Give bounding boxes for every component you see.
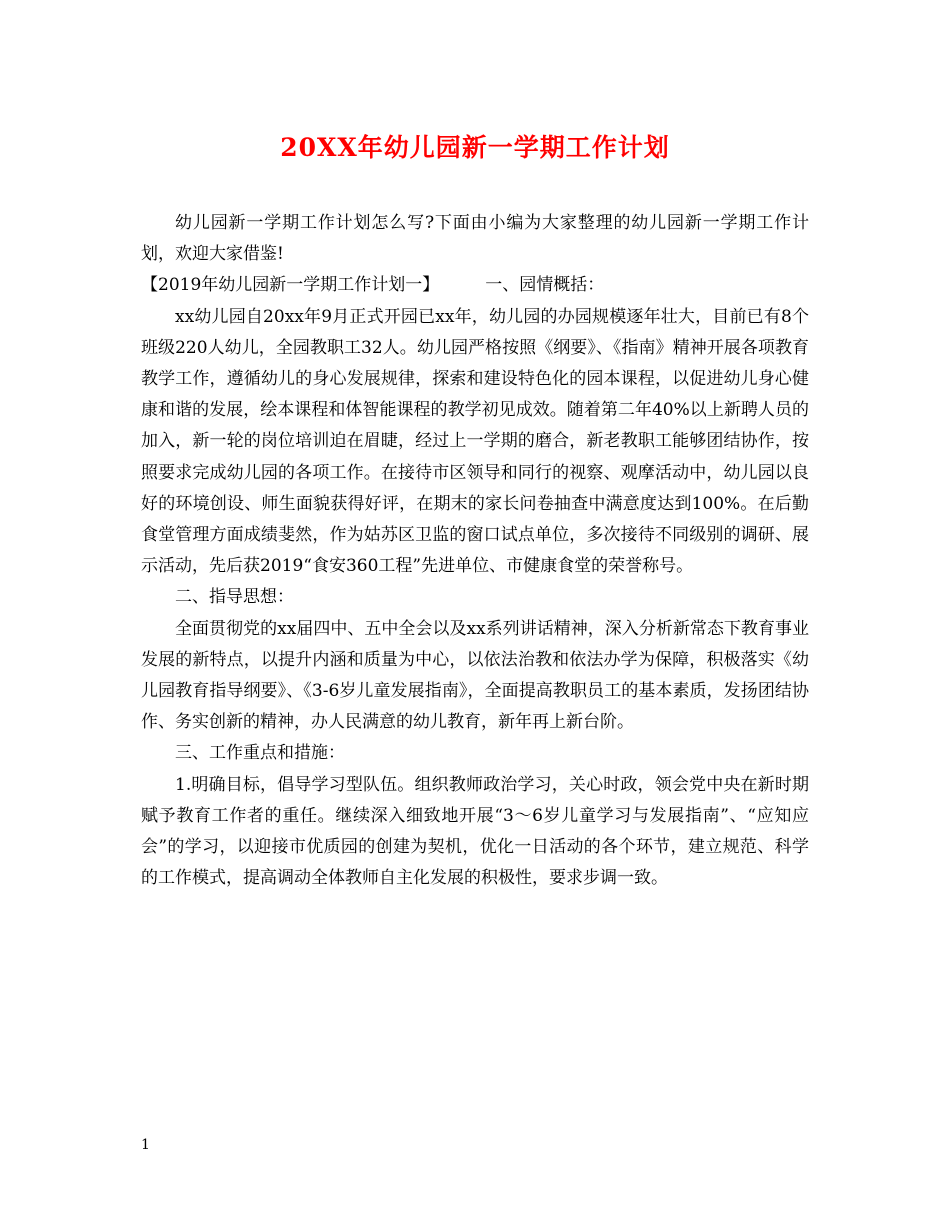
section2-paragraph: 全面贯彻党的xx届四中、五中全会以及xx系列讲话精神，深入分析新常态下教育事业发展的新特点，以提升内涵和质量为中心，以依法治教和依法办学为保障，积极落实《幼儿园教育指导纲要》、《3-6岁儿童发展指南》，全面提高教职员工的基本素质，发扬团结协作、务实创新的精神，办人民满意的幼儿教育，新年再上新台阶。 [141,618,809,733]
section2-heading: 二、指导思想： [175,587,294,608]
subtitle-line [141,270,809,301]
section1-paragraph: xx幼儿园自20xx年9月正式开园已xx年，幼儿园的办园规模逐年壮大，目前已有8个班级220人幼儿，全园教职工32人。幼儿园严格按照《纲要》、《指南》精神开展各项教育教学工作，遵循幼儿的身心发展规律，探索和建设特色化的园本课程，以促进幼儿身心健康和谐的发展，绘本课程和体智能课程的教学初见成效。随着第二年40%以上新聘人员的加入，新一轮的岗位培训迫在眉睫，经过上一学期的磨合，新老教职工能够团结协作，按照要求完成幼儿园的各项工作。在接待市区领导和同行的视察、观摩活动中，幼儿园以良好的环境创设、师生面貌获得好评，在期末的家长问卷抽查中满意度达到100%。在后勤食堂管理方面成绩斐然，作为姑苏区卫监的窗口试点单位，多次接待不同级别的调研、展示活动，先后获2019“食安360工程”先进单位、市健康食堂的荣誉称号。 [141,306,809,577]
section1-heading: 一、园情概括： [485,275,605,296]
document-title: 20XX年幼儿园新一学期工作计划 [280,133,670,162]
section3-heading: 三、工作重点和措施： [175,743,345,764]
document-body [141,208,809,894]
intro-paragraph: 幼儿园新一学期工作计划怎么写?下面由小编为大家整理的幼儿园新一学期工作计划，欢迎大家借鉴! [141,213,809,265]
section3-item-1: 1.明确目标，倡导学习型队伍。组织教师政治学习，关心时政，领会党中央在新时期赋予教育工作者的重任。继续深入细致地开展“3～6岁儿童学习与发展指南”、“应知应会”的学习，以迎接市优质园的创建为契机，优化一日活动的各个环节，建立规范、科学的工作模式，提高调动全体教师自主化发展的积极性，要求步调一致。 [141,774,809,889]
page-number: 1 [141,1137,150,1153]
plan-subtitle: 【2019年幼儿园新一学期工作计划一】 [141,275,440,296]
